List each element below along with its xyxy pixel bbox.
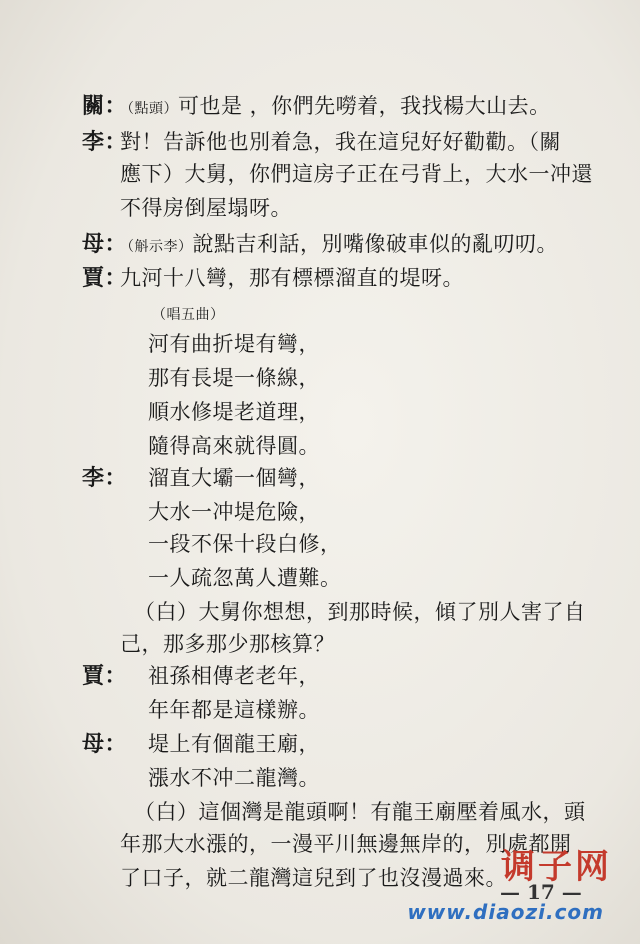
aside-marker: （白） — [134, 600, 199, 624]
dialogue-text: 應下）大舅，你們這房子正在弓背上，大水一冲還 — [120, 162, 593, 186]
line-body — [120, 158, 593, 190]
stage-direction: （唱五曲） — [152, 307, 225, 323]
dialogue-text: 漲水不冲二龍灣。 — [148, 766, 320, 790]
line-body — [148, 694, 320, 726]
dialogue-text: 大舅你想想，到那時候，傾了別人害了自 — [198, 600, 586, 624]
line-body — [148, 396, 320, 428]
line-body — [148, 328, 320, 360]
dialogue-text: 祖孫相傳老老年， — [148, 664, 320, 688]
line-body — [148, 362, 320, 394]
speaker-label: 母： — [82, 731, 128, 757]
stage-direction: （斛示李） — [120, 239, 193, 255]
line-body — [152, 296, 225, 331]
speaker-label: 賈： — [82, 265, 128, 291]
stage-direction: （點頭） — [120, 101, 178, 117]
dialogue-text: 這個灣是龍頭啊！有龍王廟壓着風水，頭 — [198, 800, 586, 824]
dialogue-text: 年年都是這樣辦。 — [148, 698, 320, 722]
dialogue-text: 河有曲折堤有彎， — [148, 332, 320, 356]
line-body — [120, 192, 292, 224]
line-body — [148, 562, 342, 594]
dialogue-text: 隨得高來就得圓。 — [148, 434, 320, 458]
line-body — [148, 660, 320, 692]
line-body — [148, 462, 320, 494]
dialogue-text: 一人疏忽萬人遭難。 — [148, 566, 342, 590]
line-body — [120, 228, 558, 263]
line-body — [148, 430, 320, 462]
speaker-label: 關： — [82, 93, 128, 119]
speaker-label: 賈： — [82, 663, 128, 689]
line-body — [148, 728, 320, 760]
line-body — [148, 528, 342, 560]
dialogue-text: 己，那多那少那核算？ — [120, 632, 335, 656]
line-body — [120, 628, 335, 660]
dialogue-text: 一段不保十段白修， — [148, 532, 342, 556]
dialogue-text: 那有長堤一條線， — [148, 366, 320, 390]
line-body — [120, 262, 464, 294]
dialogue-text: 堤上有個龍王廟， — [148, 732, 320, 756]
speaker-label: 母： — [82, 231, 128, 257]
dialogue-text: 了口子，就二龍灣這兒到了也沒漫過來。 — [120, 866, 507, 890]
dialogue-text: 年那大水漲的，一漫平川無邊無岸的，別處都開 — [120, 832, 572, 856]
line-body — [134, 796, 586, 828]
dialogue-text: 可也是 ，你們先嘮着，我找楊大山去。 — [178, 94, 551, 118]
site-watermark-url: www.diaozi.com — [407, 900, 604, 924]
page-number: — 17 — — [500, 880, 582, 904]
dialogue-text: 說點吉利話，別嘴像破車似的亂叨叨。 — [192, 232, 558, 256]
dialogue-text: 溜直大壩一個彎， — [148, 466, 320, 490]
speaker-label: 李： — [82, 465, 128, 491]
dialogue-text: 對！告訴他也別着急，我在這兒好好勸勸。（關 — [120, 130, 561, 154]
line-body — [148, 496, 320, 528]
dialogue-text: 不得房倒屋塌呀。 — [120, 196, 292, 220]
speaker-label: 李： — [82, 129, 128, 155]
line-body — [134, 596, 586, 628]
line-body — [120, 90, 551, 125]
dialogue-text: 順水修堤老道理， — [148, 400, 320, 424]
dialogue-text: 九河十八彎，那有標標溜直的堤呀。 — [120, 266, 464, 290]
aside-marker: （白） — [134, 800, 199, 824]
dialogue-text: 大水一冲堤危險， — [148, 500, 320, 524]
line-body — [148, 762, 320, 794]
line-body — [120, 862, 507, 894]
line-body — [120, 126, 561, 158]
site-watermark-name: 调子网 — [501, 847, 612, 887]
